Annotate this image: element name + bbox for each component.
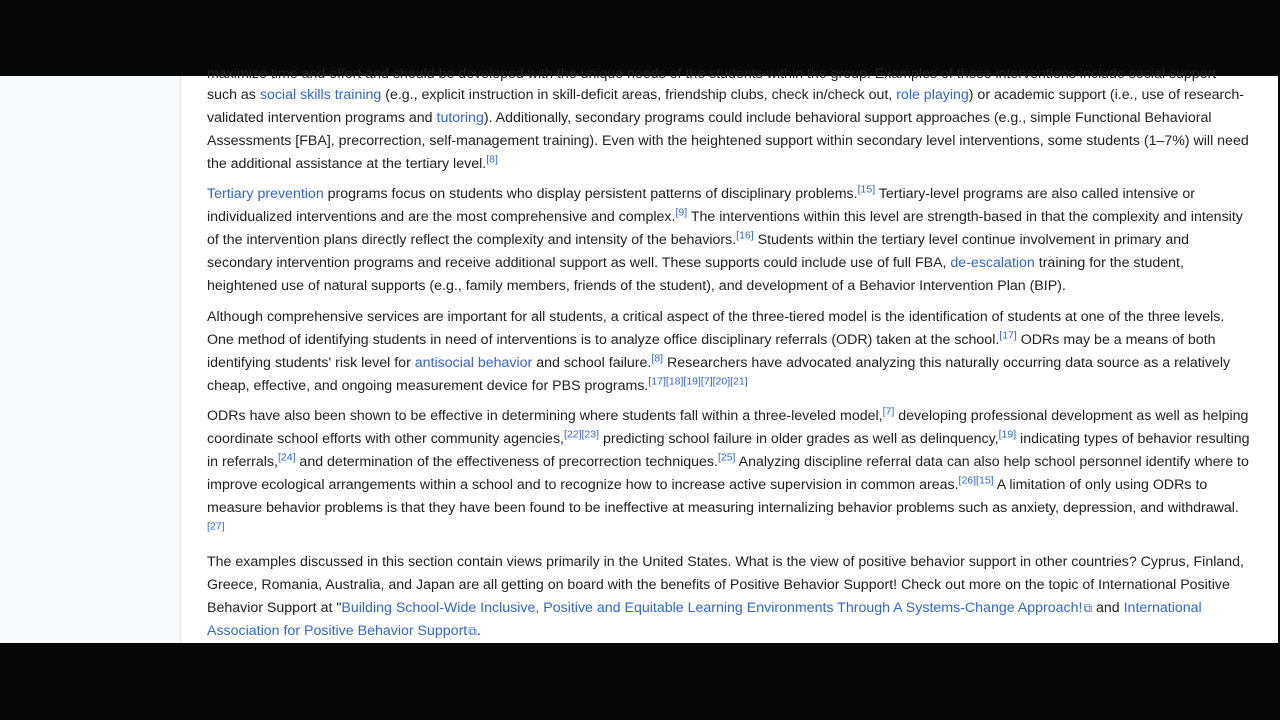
- link-de-escalation[interactable]: de-escalation: [950, 255, 1035, 271]
- text: Although comprehensive services are important for all students, a critical aspect of the three-tiered model is the identification of students at one of the three levels. One method of identifying students in need of interventions is to analyze office disciplinary referrals (ODR) taken at the school.: [207, 309, 1225, 348]
- link-tutoring[interactable]: tutoring: [436, 110, 484, 126]
- link-tertiary-prevention[interactable]: Tertiary prevention: [207, 186, 324, 202]
- external-link-icon: ⧉: [1083, 601, 1093, 615]
- text: A limitation of only using ODRs to measure behavior problems is that they have been found to be ineffective at measuring internalizing behavior problems such as anxiety, depression, and withdrawal.: [207, 477, 1239, 516]
- text: and: [1092, 600, 1124, 616]
- text: ODRs have also been shown to be effective in determining where students fall within a three-leveled model,: [207, 408, 883, 424]
- text: ODRs may be a means of both identifying students' risk level for: [207, 332, 1216, 371]
- paragraph-identification: [207, 306, 1253, 398]
- citation-link[interactable]: [17]: [999, 329, 1017, 342]
- citation-link[interactable]: [22][23]: [563, 428, 600, 441]
- citation-link[interactable]: [7]: [882, 405, 895, 418]
- citation-link[interactable]: [9]: [675, 206, 688, 219]
- link-social-skills-training[interactable]: social skills training: [259, 87, 382, 103]
- paragraph-odrs: [207, 405, 1253, 543]
- text: (e.g., explicit instruction in skill-deficit areas, friendship clubs, check in/check out,: [381, 87, 897, 103]
- text: Tertiary-level programs are also called intensive or individualized interventions and are the most comprehensive and complex.: [207, 186, 1195, 225]
- link-international-association[interactable]: International Association for Positive Behavior Support: [207, 600, 1202, 639]
- link-antisocial-behavior[interactable]: antisocial behavior: [414, 355, 533, 371]
- link-building-school-wide[interactable]: Building School-Wide Inclusive, Positive and Equitable Learning Environments Through A Systems-Change Approach!: [341, 600, 1083, 616]
- text: such as: [207, 87, 260, 103]
- text: and determination of the effectiveness of precorrection techniques.: [295, 454, 718, 470]
- citation-link[interactable]: [19]: [998, 428, 1017, 441]
- citation-link[interactable]: [8]: [486, 153, 498, 166]
- text: and school failure.: [532, 355, 652, 371]
- text: ) or academic support (i.e., use of research-validated intervention programs and: [207, 87, 1244, 126]
- article-content: [207, 66, 1253, 643]
- citation-link[interactable]: [24]: [277, 451, 296, 464]
- text: The examples discussed in this section contain views primarily in the United States. What is the view of positive behavior support in other countries? Cyprus, Finland, Greece, Romania, Australia, and Japan are all getting on board with the benefits of Positive Behavior Support! Check out more on the topic of International Positive Behavior Support at ": [207, 554, 1244, 616]
- text: Researchers have advocated analyzing this naturally occurring data source as a relatively cheap, effective, and ongoing measurement device for PBS programs.: [207, 355, 1231, 394]
- citation-link[interactable]: [16]: [736, 229, 754, 242]
- wiki-page: [0, 66, 1278, 643]
- citation-link[interactable]: [17][18][19][7][20][21]: [648, 375, 748, 388]
- text: Students within the tertiary level continue involvement in primary and secondary intervention programs and receive additional support as well. These supports could include use of full FBA,: [207, 232, 1189, 271]
- text: developing professional development as well as helping coordinate school efforts with other community agencies,: [207, 408, 1249, 447]
- citation-link[interactable]: [25]: [717, 451, 736, 464]
- text: Analyzing discipline referral data can also help school personnel identify where to improve ecological arrangements within a school and to recognize how to increase active supervision in common areas.: [207, 454, 1249, 493]
- paragraph-tertiary-prevention: [207, 183, 1253, 298]
- text: programs focus on students who display persistent patterns of disciplinary problems.: [323, 186, 858, 202]
- paragraph-international: [207, 551, 1253, 643]
- citation-link[interactable]: [27]: [207, 520, 225, 533]
- text: indicating types of behavior resulting in referrals,: [207, 431, 1250, 470]
- cut-off-text-line: maximize time and effort and should be developed with the unique needs of the students within the group. Examples of these interventions include social support: [207, 66, 1217, 82]
- citation-link[interactable]: [8]: [651, 352, 664, 365]
- text: training for the student, heightened use of natural supports (e.g., family members, friends of the student), and development of a Behavior Intervention Plan (BIP).: [207, 255, 1184, 294]
- citation-link[interactable]: [15]: [857, 183, 876, 196]
- text: .: [476, 623, 481, 639]
- text: The interventions within this level are strength-based in that the complexity and intensity of the intervention plans directly reflect the complexity and intensity of the behaviors.: [207, 209, 1243, 248]
- external-link-icon: ⧉: [468, 624, 477, 638]
- text: ). Additionally, secondary programs could include behavioral support approaches (e.g., simple Functional Behavioral Assessments [FBA], precorrection, self-management training). Even with the heightened support within secondary level interventions, some students (1–7%) will need the additional assistance at the tertiary level.: [207, 110, 1249, 172]
- text: predicting school failure in older grades as well as delinquency,: [599, 431, 999, 447]
- left-sidebar: [0, 76, 181, 643]
- citation-link[interactable]: [26][15]: [958, 474, 994, 487]
- video-letterbox-bottom: [0, 643, 1280, 720]
- paragraph-secondary-prevention: [207, 84, 1253, 176]
- link-role-playing[interactable]: role playing: [896, 87, 969, 103]
